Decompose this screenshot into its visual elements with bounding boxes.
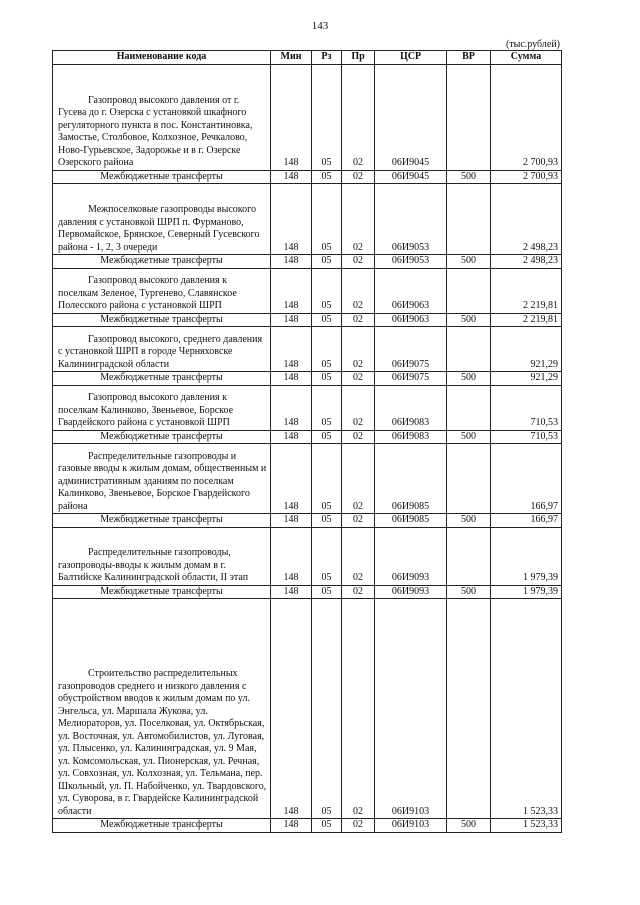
cell-pr: 02 (342, 527, 375, 585)
cell-min: 148 (271, 585, 312, 599)
transfer-row (53, 255, 562, 269)
cell-sum: 921,29 (491, 327, 562, 372)
cell-pr: 02 (342, 64, 375, 170)
cell-min: 148 (271, 327, 312, 372)
cell-pr: 02 (342, 585, 375, 599)
cell-name: Межбюджетные трансферты (53, 170, 271, 184)
cell-name (53, 599, 271, 819)
cell-vr (447, 599, 491, 819)
cell-csr: 06И9083 (375, 430, 447, 444)
cell-sum: 710,53 (491, 430, 562, 444)
cell-name (53, 444, 271, 514)
cell-min: 148 (271, 313, 312, 327)
cell-min: 148 (271, 372, 312, 386)
cell-csr: 06И9083 (375, 385, 447, 430)
cell-csr: 06И9053 (375, 184, 447, 255)
cell-min: 148 (271, 184, 312, 255)
cell-rz: 05 (312, 313, 342, 327)
cell-pr: 02 (342, 385, 375, 430)
item-name-text: Строительство распределительных газопроводов среднего и низкого давления с обустройством вводов к жилым домам по ул. Энгельса, ул. Маршала Жукова, ул. Мелиораторов, ул. Поселковая, ул. Октябрьская, ул. Восточная, ул. Автомобилистов, ул. Луговая, ул. Плысенко, ул. Калининградская, ул. 9 Мая, ул. Комсомольская, ул. Пионерская, ул. Речная, ул. Совхозная, ул. Колхозная, ул. Тельмана, пер. Школьный, ул. П. Набойченко, ул. Твардовского, ул. Суворова, в г. Гвардейске Калининградской области (58, 668, 267, 817)
cell-csr: 06И9053 (375, 255, 447, 269)
cell-min: 148 (271, 444, 312, 514)
cell-sum: 2 498,23 (491, 255, 562, 269)
cell-vr: 500 (447, 585, 491, 599)
cell-sum: 2 700,93 (491, 170, 562, 184)
cell-vr: 500 (447, 372, 491, 386)
cell-vr (447, 268, 491, 313)
cell-csr: 06И9103 (375, 599, 447, 819)
cell-pr: 02 (342, 599, 375, 819)
cell-pr: 02 (342, 170, 375, 184)
cell-vr (447, 64, 491, 170)
cell-rz: 05 (312, 170, 342, 184)
item-name-text: Распределительные газопроводы и газовые вводы к жилым домам, общественным и административным зданиям по поселкам Калинково, Звеньевое, Борское Гвардейского района (58, 450, 267, 512)
cell-sum: 1 979,39 (491, 527, 562, 585)
cell-rz: 05 (312, 585, 342, 599)
cell-sum: 2 700,93 (491, 64, 562, 170)
table-row (53, 184, 562, 255)
cell-rz: 05 (312, 819, 342, 833)
cell-min: 148 (271, 527, 312, 585)
cell-name (53, 527, 271, 585)
cell-min: 148 (271, 819, 312, 833)
item-name-text: Распределительные газопроводы, газопроводы-вводы к жилым домам в г. Балтийске Калининградской области, II этап (58, 547, 249, 583)
cell-min: 148 (271, 430, 312, 444)
cell-rz: 05 (312, 268, 342, 313)
cell-rz: 05 (312, 255, 342, 269)
cell-csr: 06И9085 (375, 444, 447, 514)
cell-pr: 02 (342, 819, 375, 833)
cell-vr: 500 (447, 514, 491, 528)
item-name-text: Газопровод высокого давления к поселкам Зеленое, Тургенево, Славянское Полесского района с установкой ШРП (58, 275, 237, 311)
transfer-row (53, 170, 562, 184)
cell-rz: 05 (312, 444, 342, 514)
cell-name (53, 385, 271, 430)
cell-name: Межбюджетные трансферты (53, 585, 271, 599)
cell-name (53, 268, 271, 313)
cell-csr: 06И9063 (375, 313, 447, 327)
table-row (53, 64, 562, 170)
item-name-text: Газопровод высокого давления от г. Гусева до г. Озерска с установкой шкафного регуляторного пункта в пос. Константиновка, Замостье, Столбовое, Колхозное, Речкалово, Ново-Гурьевское, Задорожье и в г. Озерске Озерского района (58, 94, 253, 168)
header-pr: Пр (342, 51, 375, 65)
cell-rz: 05 (312, 527, 342, 585)
table-row (53, 599, 562, 819)
cell-vr (447, 444, 491, 514)
page-number: 143 (311, 20, 329, 32)
cell-rz: 05 (312, 372, 342, 386)
cell-vr: 500 (447, 819, 491, 833)
item-name-text: Межпоселковые газопроводы высокого давления с установкой ШРП п. Фурманово, Первомайское, Брянское, Северный Гусевского района - 1, 2, 3 очереди (58, 204, 260, 253)
cell-sum: 710,53 (491, 385, 562, 430)
transfer-row (53, 430, 562, 444)
cell-sum: 2 498,23 (491, 184, 562, 255)
cell-csr: 06И9045 (375, 64, 447, 170)
cell-pr: 02 (342, 444, 375, 514)
cell-vr (447, 527, 491, 585)
cell-sum: 1 979,39 (491, 585, 562, 599)
cell-name: Межбюджетные трансферты (53, 313, 271, 327)
cell-pr: 02 (342, 268, 375, 313)
transfer-row (53, 372, 562, 386)
cell-rz: 05 (312, 385, 342, 430)
cell-csr: 06И9093 (375, 527, 447, 585)
table-row (53, 327, 562, 372)
header-csr: ЦСР (375, 51, 447, 65)
cell-csr: 06И9093 (375, 585, 447, 599)
cell-name (53, 184, 271, 255)
cell-sum: 1 523,33 (491, 599, 562, 819)
cell-vr (447, 385, 491, 430)
transfer-row (53, 585, 562, 599)
cell-name: Межбюджетные трансферты (53, 430, 271, 444)
cell-rz: 05 (312, 430, 342, 444)
cell-csr: 06И9075 (375, 372, 447, 386)
cell-pr: 02 (342, 327, 375, 372)
cell-rz: 05 (312, 64, 342, 170)
cell-pr: 02 (342, 255, 375, 269)
cell-pr: 02 (342, 313, 375, 327)
cell-vr (447, 327, 491, 372)
cell-min: 148 (271, 599, 312, 819)
cell-rz: 05 (312, 599, 342, 819)
cell-csr: 06И9063 (375, 268, 447, 313)
cell-csr: 06И9045 (375, 170, 447, 184)
cell-name: Межбюджетные трансферты (53, 514, 271, 528)
table-row (53, 268, 562, 313)
transfer-row (53, 514, 562, 528)
transfer-row (53, 313, 562, 327)
cell-name: Межбюджетные трансферты (53, 819, 271, 833)
cell-min: 148 (271, 514, 312, 528)
cell-pr: 02 (342, 184, 375, 255)
header-sum: Сумма (491, 51, 562, 65)
header-name: Наименование кода (53, 51, 271, 65)
cell-vr: 500 (447, 313, 491, 327)
cell-vr: 500 (447, 255, 491, 269)
cell-rz: 05 (312, 514, 342, 528)
cell-sum: 2 219,81 (491, 268, 562, 313)
table-row (53, 385, 562, 430)
cell-pr: 02 (342, 430, 375, 444)
cell-vr: 500 (447, 430, 491, 444)
cell-min: 148 (271, 255, 312, 269)
cell-name (53, 327, 271, 372)
cell-pr: 02 (342, 372, 375, 386)
item-name-text: Газопровод высокого давления к поселкам Калинково, Звеньевое, Борское Гвардейского района с установкой ШРП (58, 392, 234, 428)
cell-csr: 06И9075 (375, 327, 447, 372)
cell-vr (447, 184, 491, 255)
cell-rz: 05 (312, 327, 342, 372)
header-min: Мин (271, 51, 312, 65)
table-row (53, 527, 562, 585)
header-rz: Рз (312, 51, 342, 65)
cell-min: 148 (271, 385, 312, 430)
cell-name: Межбюджетные трансферты (53, 372, 271, 386)
cell-sum: 166,97 (491, 444, 562, 514)
cell-csr: 06И9085 (375, 514, 447, 528)
cell-sum: 1 523,33 (491, 819, 562, 833)
cell-name (53, 64, 271, 170)
header-vr: ВР (447, 51, 491, 65)
cell-rz: 05 (312, 184, 342, 255)
cell-min: 148 (271, 170, 312, 184)
unit-note: (тыс.рублей) (505, 39, 560, 50)
cell-csr: 06И9103 (375, 819, 447, 833)
cell-sum: 166,97 (491, 514, 562, 528)
budget-table (52, 50, 562, 833)
cell-min: 148 (271, 268, 312, 313)
cell-sum: 2 219,81 (491, 313, 562, 327)
cell-name: Межбюджетные трансферты (53, 255, 271, 269)
cell-min: 148 (271, 64, 312, 170)
table-body (53, 64, 562, 832)
table-header-row (53, 51, 562, 65)
transfer-row (53, 819, 562, 833)
cell-vr: 500 (447, 170, 491, 184)
cell-sum: 921,29 (491, 372, 562, 386)
cell-pr: 02 (342, 514, 375, 528)
table-row (53, 444, 562, 514)
item-name-text: Газопровод высокого, среднего давления с установкой ШРП в городе Черняховске Калининградской области (58, 333, 263, 370)
